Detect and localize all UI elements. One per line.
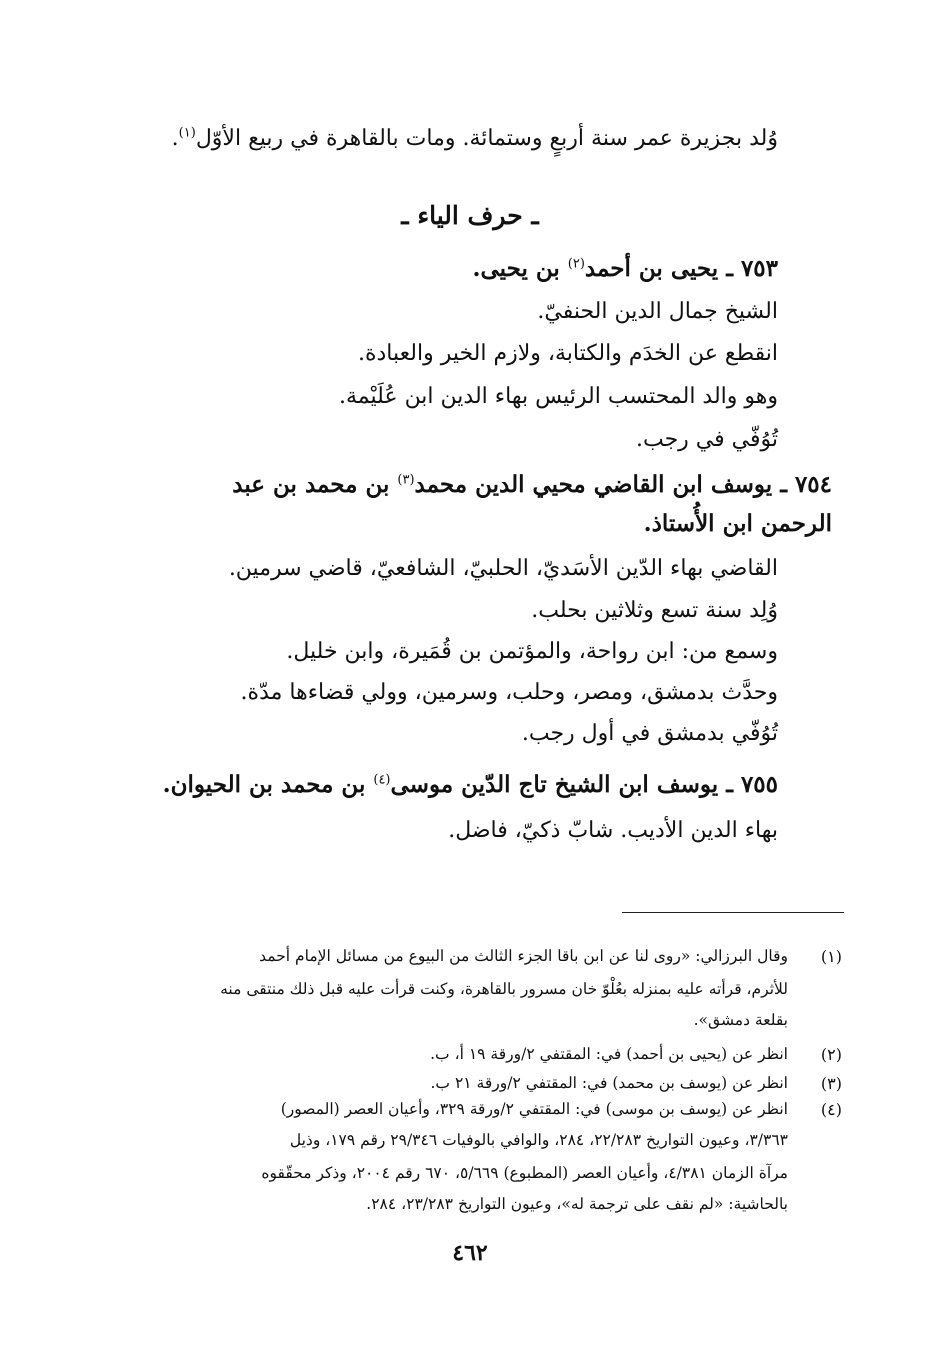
footnote-line: بالحاشية: «لم نقف على ترجمة له»، وعيون التواريخ ٢٣/٢٨٣، ٢٨٤. — [366, 1195, 788, 1213]
footnote-line: انظر عن (يحيى بن أحمد) في: المقتفي ٢/ورقة ١٩ أ، ب. — [430, 1045, 788, 1063]
text-line: القاضي بهاء الدّين الأسَديّ، الحلبيّ، الشافعيّ، قاضي سرمين. — [228, 556, 778, 581]
page-number: ٤٦٢ — [452, 1240, 488, 1266]
heading-text: ٧٥٣ ـ يحيى بن أحمد — [584, 255, 778, 282]
footnote-number: (٣) — [820, 1074, 842, 1093]
footnote-number: (٤) — [820, 1100, 842, 1119]
section-heading: ـ حرف الياء ـ — [401, 201, 539, 230]
footnote-line: انظر عن (يوسف بن موسى) في: المقتفي ٢/ورقة ٣٢٩، وأعيان العصر (المصور) — [280, 1100, 788, 1118]
text-span: . — [171, 126, 179, 151]
footnote-line: بقلعة دمشق». — [693, 1011, 788, 1029]
footnote-ref: (١) — [178, 125, 196, 141]
text-line: وحدَّث بدمشق، ومصر، وحلب، وسرمين، وولي قضاءها مدّة. — [240, 680, 778, 705]
text-line: تُوُفّي في رجب. — [635, 427, 778, 452]
entry-heading-754 — [232, 470, 832, 500]
footnote-line: وقال البرزالي: «روى لنا عن ابن باقا الجزء الثالث من البيوع من مسائل الإمام أحمد — [259, 947, 788, 965]
heading-text: بن محمد بن عبد — [232, 471, 398, 498]
footnote-line: ٣/٣٦٣، وعيون التواريخ ٢٢/٢٨٣، ٢٨٤، والوافي بالوفيات ٢٩/٣٤٦ رقم ١٧٩، وذيل — [289, 1131, 788, 1149]
footnote-ref: (٣) — [397, 472, 415, 488]
footnote-line: مرآة الزمان ٤/٣٨١، وأعيان العصر (المطبوع) ٥/٦٦٩، ٦٧٠ رقم ٢٠٠٤، وذكر محقّقوه — [261, 1164, 788, 1182]
text-span: وُلد بجزيرة عمر سنة أربعٍ وستمائة. ومات بالقاهرة في ربيع الأوّل — [195, 126, 778, 151]
footnote-line: انظر عن (يوسف بن محمد) في: المقتفي ٢/ورقة ٢١ ب. — [430, 1074, 788, 1092]
footnote-separator — [622, 912, 844, 913]
heading-text: ٧٥٥ ـ يوسف ابن الشيخ تاج الدّين موسى — [390, 771, 778, 798]
footnote-line: للأثرم، قرأته عليه بمنزله بعُلْوّ خان مسرور بالقاهرة، وكنت قرأت عليه قبل ذلك منتقى منه — [220, 980, 788, 998]
heading-text: بن محمد بن الحيوان. — [162, 771, 374, 798]
entry-heading-755 — [163, 770, 778, 800]
text-line: الشيخ جمال الدين الحنفيّ. — [537, 299, 778, 324]
text-line: وُلِد سنة تسع وثلاثين بحلب. — [531, 598, 778, 623]
text-line: تُوُفّي بدمشق في أول رجب. — [521, 721, 778, 746]
text-line: بهاء الدين الأديب. شابّ ذكيّ، فاضل. — [448, 818, 778, 843]
footnote-number: (٢) — [820, 1045, 842, 1064]
entry-heading-754-cont: الرحمن ابن الأُستاذ. — [643, 510, 832, 537]
footnote-ref: (٤) — [373, 772, 391, 788]
text-line: وهو والد المحتسب الرئيس بهاء الدين ابن عُلَيْمة. — [339, 384, 778, 409]
heading-text: بن يحيى. — [472, 255, 568, 282]
text-line: انقطع عن الخدَم والكتابة، ولازم الخير والعبادة. — [357, 341, 778, 366]
text-line: وسمع من: ابن رواحة، والمؤتمن بن قُمَيرة، وابن خليل. — [286, 639, 778, 664]
footnote-number: (١) — [820, 947, 842, 966]
text-line — [172, 124, 778, 154]
entry-heading-753 — [472, 254, 778, 284]
heading-text: ٧٥٤ ـ يوسف ابن القاضي محيي الدين محمد — [414, 471, 832, 498]
footnote-ref: (٢) — [567, 256, 585, 272]
